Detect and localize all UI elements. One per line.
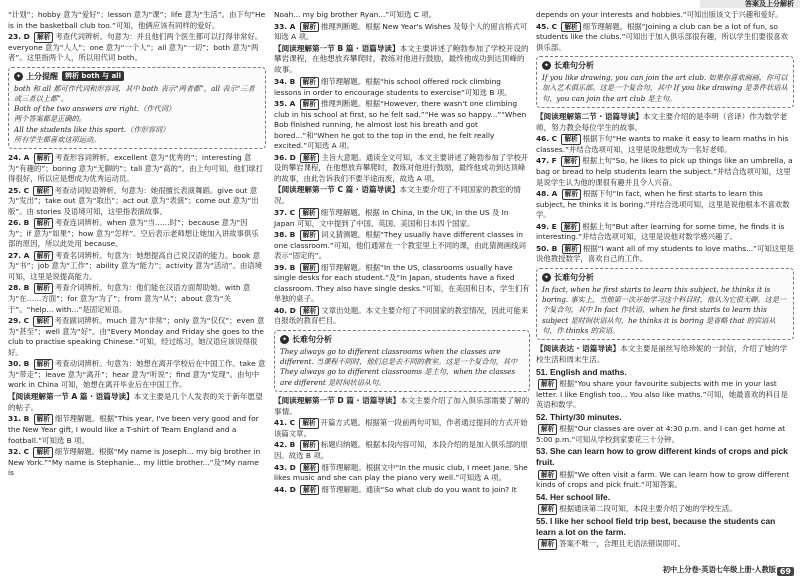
explanation-text: depends on your interests and hobbies.”可知出版该文于兴趣和爱好。	[536, 10, 783, 19]
answer-entry	[274, 463, 530, 484]
answer-entry	[8, 359, 266, 391]
question-number: 42. B	[274, 440, 296, 450]
question-number: 41. C	[274, 418, 296, 428]
bulb-icon: ✦	[281, 335, 288, 343]
question-number: 31. B	[8, 414, 30, 424]
footer-book-title: 初中上分卷·英语七年级上册·人教版	[662, 565, 776, 574]
tip-box-title	[542, 60, 788, 71]
answer-entry	[8, 32, 266, 64]
answer-entry	[8, 251, 266, 283]
explanation-tag: 解析	[300, 306, 319, 317]
tip-box-title	[14, 71, 260, 82]
explanation-tag: 解析	[33, 186, 52, 197]
question-number: 32. C	[8, 447, 30, 457]
answer-entry	[274, 230, 530, 262]
tip-box-line: 所有学生都喜欢这项运动。	[14, 134, 101, 144]
answer-entry	[8, 283, 266, 315]
explanation-tag: 解析	[300, 153, 319, 164]
explanation-tag: 解析	[300, 263, 319, 274]
explanation-text: 细节理解题。根据文中“In the music club, I meet Jane. She likes music and she can play the piano very well.”可知选 A 项。	[274, 462, 528, 483]
answer-entry	[536, 22, 794, 54]
section-title: 【阅读理解第一节 B 篇 · 语篇导读】	[274, 43, 400, 53]
explanation-text: “计划”；hobby 意为“爱好”；lesson 意为“课”；life 意为“生活”。由下句“He is in the basketball club too.”可知，他俩应该有同样的爱好。	[8, 10, 266, 30]
explanation-tag: 解析	[562, 244, 581, 255]
explanation-tag: 解析	[300, 440, 319, 451]
answer-entry	[536, 222, 794, 243]
answer-entry	[274, 208, 530, 229]
explanation-text: 根据上句“But after learning for some time, he finds it is interesting.”并结合选项可知，这里是说他对数学感兴趣了。	[536, 221, 785, 242]
section-heading	[274, 185, 530, 207]
answer-entry	[536, 156, 794, 188]
explanation-text: 细节理解题。根据“My name is Joseph... my big brother in New York.”“My name is Stephanie... my little brother...”及“My name is	[8, 447, 261, 478]
explanation-tag: 解析	[34, 218, 53, 229]
section-heading	[8, 392, 266, 414]
answer-entry	[536, 189, 794, 221]
tip-box-line: 两个答案都是正确的。	[14, 114, 86, 124]
answer-entry	[274, 263, 530, 305]
explanation-text: 细节理解题。根据“his school offered rock climbing lessons in order to encourage students to exercise”可知选 B 项。	[274, 76, 512, 97]
tip-box-line: All the students like this sport.（作形容词）	[14, 124, 170, 134]
question-number: 50. B	[536, 243, 558, 253]
answer-entry	[274, 418, 530, 439]
section-heading	[274, 396, 530, 418]
answer-entry	[536, 516, 794, 550]
answer-entry	[8, 414, 266, 446]
explanation-tag: 解析	[300, 463, 319, 474]
question-number: 37. C	[274, 207, 296, 217]
question-number: 24. A	[8, 152, 30, 162]
explanation-text: 根据“You share your favourite subjects with me in your last letter. I like English too... You also like maths.”可知，她最喜欢的科目是英语和数学。	[536, 378, 788, 410]
question-number: 35. A	[274, 99, 296, 109]
explanation-tag: 解析	[34, 32, 53, 43]
explanation-text: 根据通读第二段可知，本段主要介绍了她的学校生活。	[559, 504, 737, 514]
answer-line	[536, 516, 794, 539]
tip-box-line: Both of the two answers are right.（作代词）	[14, 104, 176, 114]
explanation-text: 根据“Our classes are over at 4:30 p.m. and I can get home at 5:00 p.m.”可知从学校到家要花三十分钟。	[536, 423, 786, 444]
explanation-tag: 解析	[538, 504, 557, 515]
explanation-text: 考查代词辨析。句意为：并且他们两个医生都可以打得非常好。everyone 意为“人人”；one 意为“一个人”；all 意为“一切”；both 意为“两者”。这里指两个人，所以用代词 both。	[8, 32, 263, 63]
explanation-tag: 解析	[33, 447, 52, 458]
question-number: 26. B	[8, 218, 30, 228]
tip-box-subtitle: 辨析 both 与 all	[62, 71, 124, 81]
header-title: 答案及上分解析	[745, 0, 794, 8]
explanation-text: 答案不唯一，合理且无语法错误即可。	[559, 539, 685, 549]
explanation-tag: 解析	[300, 99, 319, 110]
answer-text: She can learn how to grow different kinds of crops and pick fruit.	[536, 446, 788, 468]
question-number: 45. C	[536, 21, 558, 31]
explanation-text: 考查动词辨析。句意为：她想在离开学校后在中国工作。take 意为“带走”；leave 意为“离开”；hear 意为“听说”；find 意为“发现”。由句中 work in China 可知，她想在离开毕业后在中国工作。	[8, 359, 266, 390]
explanation-text: 考查介词辨析。句意为：他们能在汉语方面帮助她。with 意为“在……方面”；for 意为“为了”；from 意为“从”；about 意为“关于”。“help... with...”是固定短语。	[8, 283, 251, 314]
explanation-text: 细节理解题。根据“In the US, classrooms usually have single desks for each student.”及“In Japan, students have a fixed classroom. They also have single desks.”可知，在美国和日本，学生们有单独的桌子。	[274, 262, 530, 304]
answer-entry	[274, 77, 530, 98]
explanation-tag: 解析	[34, 414, 53, 425]
explanation-text: 细节理解题。通读“So what club do you want to join? It	[321, 484, 517, 494]
explanation-text: Noah... my big brother Ryan...”可知选 C 项。	[274, 10, 436, 19]
tip-box	[536, 56, 794, 108]
section-heading	[274, 44, 530, 76]
explanation-tag: 解析	[561, 222, 580, 233]
explanation-tag: 解析	[538, 424, 557, 435]
section-heading	[536, 344, 794, 366]
section-title: 【阅读理解第二节 · 语篇导读】	[536, 111, 643, 121]
explanation-text: 考查动词短语辨析。句意为：她很擅长表演舞蹈。give out 意为“发出”；take out 意为“取出”；act out 意为“表演”；come out 意为“出版”。由 stories 及语境可知，这里指表演故事。	[8, 185, 259, 216]
section-title: 【阅读理解第一节 C 篇 · 语篇导读】	[274, 185, 400, 195]
explanation-tag: 解析	[300, 77, 319, 88]
explanation-text: 根据下句“In fact, when he first starts to learn this subject, he thinks it is boring.”并结合选项可知，这里是说他根本不喜欢数学。	[536, 189, 790, 220]
question-number: 43. D	[274, 462, 296, 472]
explanation-text: 开篇方式题。根据第一段前两句可知，作者通过提问的方式开始该篇文章。	[274, 418, 528, 438]
section-summary: 本文主要介绍了不同国家的教室的情况。	[274, 185, 521, 206]
explanation-text: 文章出处题。本文主要介绍了不同国家的教室情况，因此可能来自报纸的教育栏目。	[274, 305, 529, 326]
question-number: 55.	[536, 515, 548, 526]
explanation-tag: 解析	[300, 485, 319, 496]
tip-box-label: 长难句分析	[292, 334, 332, 344]
explanation-tag: 解析	[34, 251, 53, 262]
explanation	[536, 470, 794, 491]
answer-entry	[274, 306, 530, 327]
column-middle	[274, 10, 530, 496]
explanation-text: 推理判断题。根据“However, there wasn't one climbing club in his school at first, so he felt sad.”“He was so happy...”“When Bob finished running, he almost lost his breath and got bored...”和“When he got to the top in the end, he felt really excited.”可知选 A 项。	[274, 99, 527, 151]
answer-entry	[274, 153, 530, 185]
answer-entry	[274, 22, 530, 43]
explanation	[536, 539, 794, 550]
answer-entry	[536, 10, 794, 21]
question-number: 36. D	[274, 152, 296, 162]
explanation-tag: 解析	[562, 189, 581, 200]
explanation-text: 主旨大意题。通读全文可知，本文主要讲述了鲍勃参加了学校开设的攀岩课程，在他想放弃攀爬时，教练对他进行鼓励，最终他成功到达顶峰的故事，由此告诉我们不要半途而废，故选 A 项。	[274, 152, 529, 183]
explanation-text: 根据下句“He wants to make it easy to learn maths in his classes.”并结合选项可知，这里是说他想成为一名好老师。	[536, 134, 789, 154]
tip-box-title	[542, 272, 788, 283]
answer-text: English and maths.	[549, 366, 627, 377]
bulb-icon: ✦	[15, 72, 22, 80]
answer-entry	[8, 10, 266, 31]
question-number: 46. C	[536, 134, 558, 144]
explanation-text: 考查副词辨析。much 意为“非常”；only 意为“仅仅”；even 意为“甚至”；well 意为“好”。由“Every Monday and Friday she goes to the club to practise speaking Chinese.”可知，经过练习，她汉语应该说得很好。	[8, 316, 265, 357]
question-number: 30. B	[8, 359, 30, 369]
tip-box	[8, 67, 266, 149]
explanation-tag: 解析	[561, 156, 580, 167]
answer-entry	[8, 153, 266, 185]
explanation	[536, 379, 794, 411]
tip-box-line: If you like drawing, you can join the art club. 如果你喜欢画画，你可以加入艺术俱乐部。这是一个复合句，其中 If you like drawing 是条件状语从句，you can join the art club 是主句。	[542, 73, 788, 103]
question-number: 48. A	[536, 189, 558, 199]
explanation-text: 根据上句“So, he likes to pick up things like an umbrella, a bag or bread to help students learn the subject.”并结合选项可知，这里是说学生认为他的课很有趣并且令人兴奋。	[536, 156, 793, 187]
answer-entry	[274, 485, 530, 496]
explanation	[536, 424, 794, 445]
bulb-icon: ✦	[543, 273, 550, 281]
tip-box	[536, 268, 794, 340]
explanation-text: 根据“I want all of my students to love maths...”可知这里是说他教授数学，喜欢自己的工作。	[536, 243, 794, 264]
explanation-text: 考查连词辨析。when 意为“当……时”；because 意为“因为”；if 意为“如果”；how 意为“怎样”。空后表示老师想让她加入讲故事俱乐部的原因，所以此处用 because。	[8, 218, 259, 249]
explanation-text: 细节理解题。根据“This year, I've been very good and for the New Year gift, I would like a T-shirt of Team England and a football.”可知选 B 项。	[8, 414, 259, 445]
section-title: 【阅读表达 · 语篇导读】	[536, 344, 621, 354]
explanation-tag: 解析	[299, 418, 318, 429]
question-number: 52.	[536, 411, 548, 422]
question-number: 28. B	[8, 283, 30, 293]
answer-text: Thirty/30 minutes.	[549, 411, 622, 422]
answer-entry	[8, 186, 266, 218]
column-left	[8, 10, 266, 480]
explanation-text: 推理判断题。根据 New Year's Wishes 及每个人的留言格式可知选 A 项。	[274, 21, 528, 42]
answer-entry	[536, 367, 794, 411]
column-right	[536, 10, 794, 551]
explanation-text: 考查名词辨析。句意为：她想提高自己说汉语的能力。book 意为“书”；job 意为“工作”；ability 意为“能力”；activity 意为“活动”。由语境可知，这里是说提高能力。	[8, 250, 263, 281]
tip-box-label: 上分提醒	[26, 71, 58, 81]
answer-entry	[274, 99, 530, 152]
page-number: 69	[777, 567, 794, 576]
section-summary: 本文主要是几个人发表的关于新年愿望的帖子。	[8, 391, 263, 412]
section-summary: 本文主要介绍了加入俱乐部需要了解的事情。	[274, 395, 530, 416]
explanation-text: 细节理解题。根据“Joining a club can be a lot of fun, so students like the clubs.”可知出于加入俱乐部很有趣，所以学生们要很喜欢俱乐部。	[536, 21, 789, 52]
tip-box-title	[280, 334, 524, 345]
question-number: 51.	[536, 366, 548, 377]
answer-entry	[274, 440, 530, 461]
bulb-icon: ✦	[543, 62, 550, 70]
question-number: 54.	[536, 491, 548, 502]
question-number: 23. D	[8, 32, 30, 42]
question-number: 25. C	[8, 185, 30, 195]
explanation-tag: 解析	[538, 539, 557, 550]
question-number: 47. F	[536, 156, 557, 166]
question-number: 39. B	[274, 262, 296, 272]
answer-entry	[8, 316, 266, 358]
explanation-tag: 解析	[299, 208, 318, 219]
explanation-text: 细节理解题。根据 In China, In the UK, In the US 及 In Japan 可知，文中提到了中国、英国、美国和日本四个国家。	[274, 207, 509, 228]
section-title: 【阅读理解第一节 A 篇 · 语篇导读】	[8, 391, 134, 401]
answer-entry	[274, 10, 530, 21]
question-number: 33. A	[274, 21, 296, 31]
explanation-tag: 解析	[538, 470, 557, 481]
section-title: 【阅读理解第一节 D 篇 · 语篇导读】	[274, 395, 401, 405]
tip-box-line: They always go to different classrooms when the classes are different. 当课程不同时，他们总是去不同的教室。这是一个复合句，其中 They always go to different classrooms 是主句，when the classes are different 是时间状语从句。	[280, 346, 518, 387]
explanation	[536, 504, 794, 515]
explanation-tag: 解析	[538, 379, 557, 390]
answer-entry	[536, 446, 794, 491]
explanation-tag: 解析	[33, 316, 52, 327]
tip-box	[274, 330, 530, 392]
explanation-tag: 解析	[34, 359, 53, 370]
section-summary: 本文主要讲述了鲍勃参加了学校开设的攀岩课程，在他想放弃攀爬时，教练对他进行鼓励，最终他成功到达顶峰的故事。	[274, 43, 529, 75]
answer-entry	[8, 218, 266, 250]
explanation-tag: 解析	[300, 230, 319, 241]
tip-box-line: both 和 all 都可作代词和形容词，其中 both 表示“两者都”，all 表示“三者或三者以上都”。	[14, 83, 255, 103]
section-heading	[536, 112, 794, 134]
explanation-tag: 解析	[561, 22, 580, 33]
answer-line	[536, 412, 794, 423]
question-number: 53.	[536, 446, 548, 457]
answer-text: Her school life.	[549, 491, 611, 502]
explanation-text: 词义猜测题。根据“They usually have different classes in one classroom.”可知，他们通常在一个教室里上不同的课，由此猜测画线词表示“固定的”。	[274, 230, 526, 261]
answer-entry	[536, 492, 794, 515]
question-number: 29. C	[8, 316, 30, 326]
question-number: 44. D	[274, 484, 296, 494]
question-number: 49. E	[536, 221, 557, 231]
tip-box-label: 长难句分析	[554, 61, 594, 71]
explanation-tag: 解析	[34, 153, 53, 164]
question-number: 34. B	[274, 76, 296, 86]
explanation-tag: 解析	[561, 134, 580, 145]
answer-entry	[536, 412, 794, 445]
answer-line	[536, 492, 794, 503]
section-summary: 本文主要是丽丝写给珍妮的一封信，介绍了她的学校生活和周末生活。	[536, 344, 788, 364]
explanation-text: 考查形容词辨析。excellent 意为“优秀的”；interesting 意为“有趣的”；boring 意为“无聊的”；tall 意为“高的”。由上句可知，他们球打得很好，所以应是想成为优秀运动员。	[8, 152, 264, 184]
explanation-tag: 解析	[34, 283, 53, 294]
answer-entry	[536, 244, 794, 265]
answer-text: I like her school field trip best, because the students can learn a lot on the farm.	[536, 515, 776, 538]
question-number: 40. D	[274, 305, 296, 315]
tip-box-line: In fact, when he first starts to learn this subject, he thinks it is boring. 事实上，当他第一次开始学习这个科目时，他认为它很无聊。这是一个复合句，其中 In fact 作状语，when he first starts to learn this subject 是时间状语从句，he thinks it is boring 是省略 that 的宾语从句，作 thinks 的宾语。	[542, 284, 787, 335]
answer-entry	[8, 447, 266, 479]
answer-line	[536, 446, 794, 469]
section-summary: 本文主要介绍的是李明（音译）作为数学老师，努力教会每位学生的故事。	[536, 111, 788, 132]
answer-line	[536, 367, 794, 378]
tip-box-label: 长难句分析	[554, 272, 594, 282]
answer-entry	[536, 134, 794, 155]
question-number: 27. A	[8, 250, 30, 260]
explanation-tag: 解析	[300, 22, 319, 33]
question-number: 38. B	[274, 230, 296, 240]
explanation-text: 标题归纳题。根据本段内容可知，本段介绍的是加入俱乐部的原因。故选 B 项。	[274, 440, 528, 461]
explanation-text: 根据“We often visit a farm. We can learn how to grow different kinds of crops and pick fruit.”可知答案。	[536, 469, 790, 490]
